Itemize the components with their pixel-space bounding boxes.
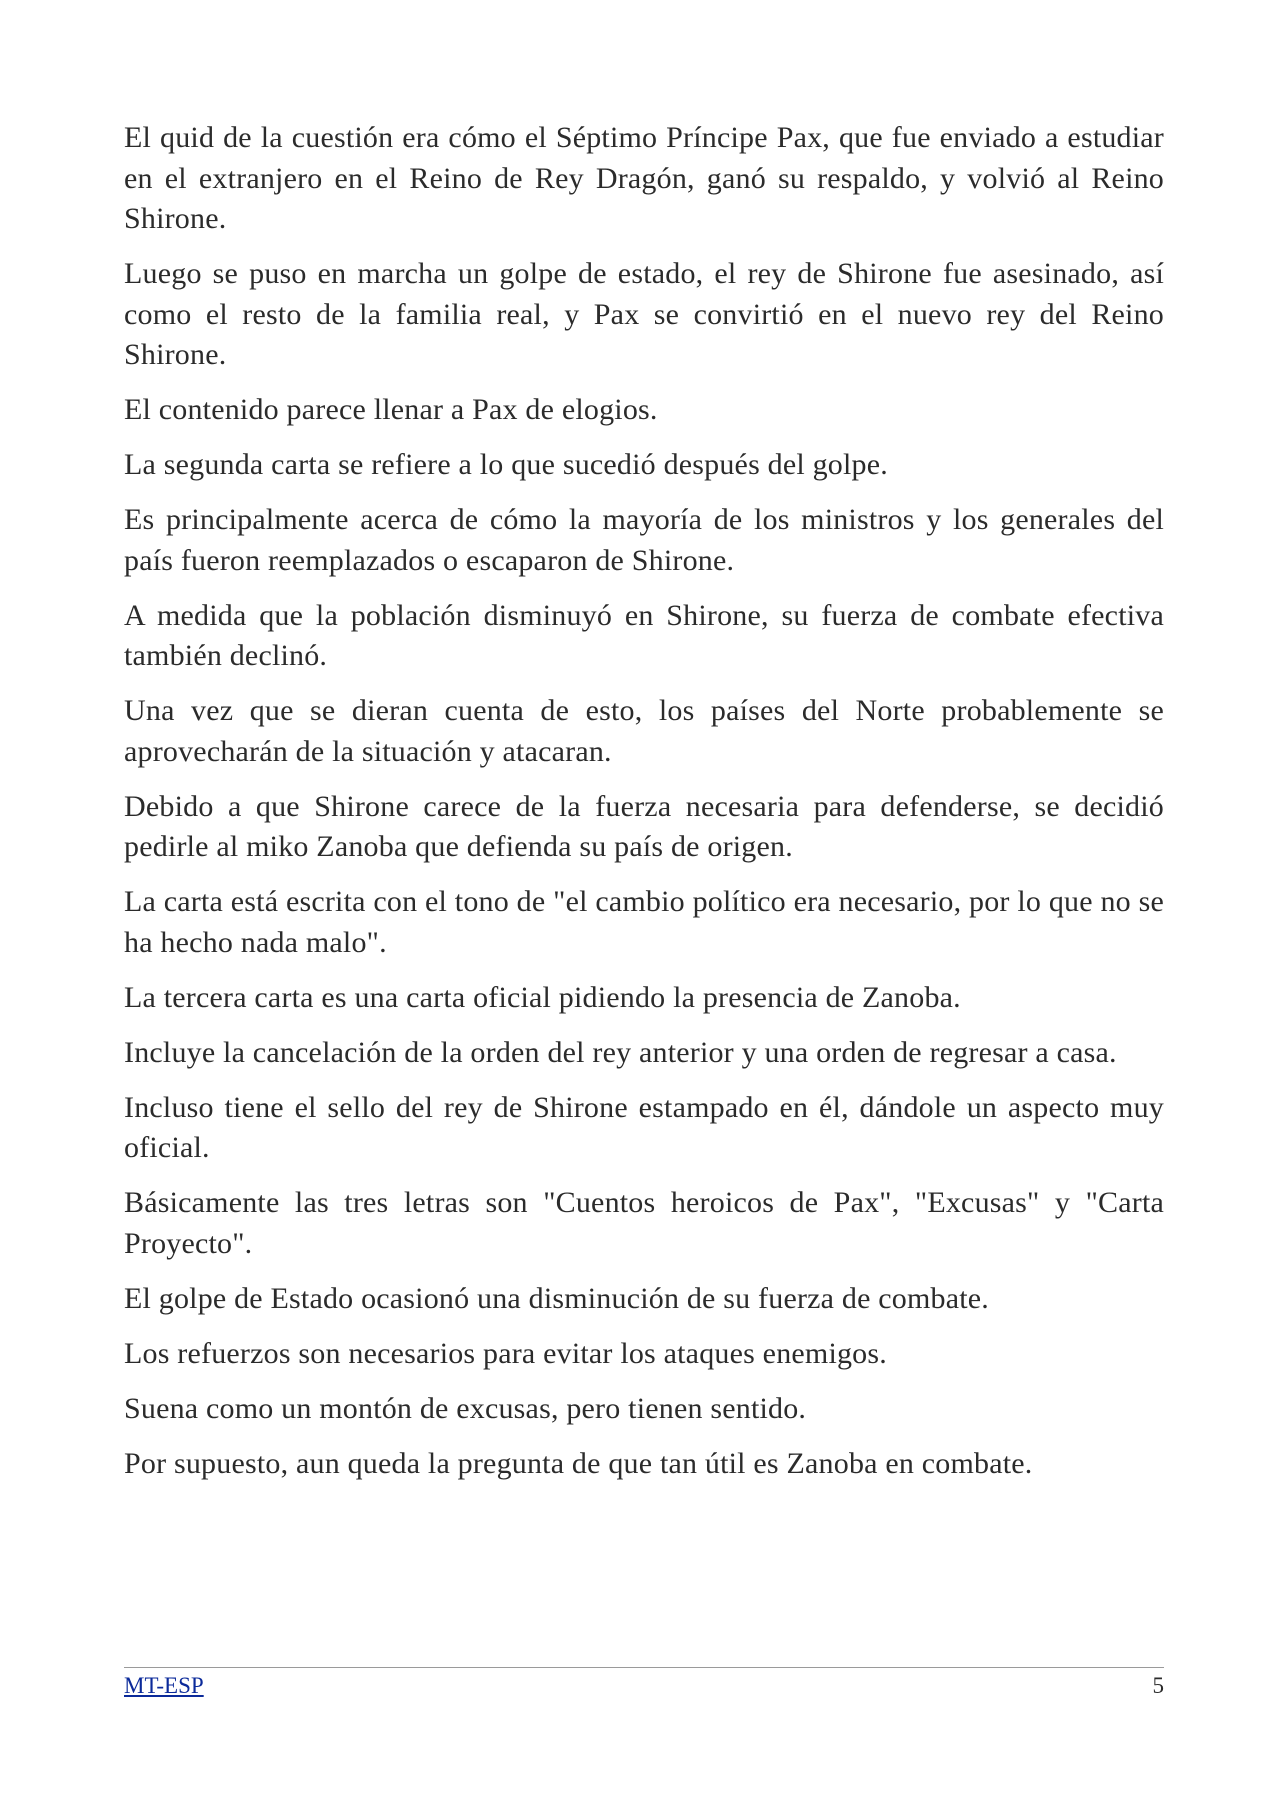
paragraph: Los refuerzos son necesarios para evitar los ataques enemigos.	[124, 1336, 887, 1370]
paragraph: Suena como un montón de excusas, pero tienen sentido.	[124, 1391, 807, 1425]
paragraph: A medida que la población disminuyó en Shirone, su fuerza de combate efectiva también declinó.	[124, 598, 1164, 672]
paragraph: Luego se puso en marcha un golpe de estado, el rey de Shirone fue asesinado, así como el resto de la familia real, y Pax se convirtió en el nuevo rey del Reino Shirone.	[124, 257, 1164, 371]
paragraph: Por supuesto, aun queda la pregunta de que tan útil es Zanoba en combate.	[124, 1446, 1033, 1480]
paragraph: La tercera carta es una carta oficial pidiendo la presencia de Zanoba.	[124, 980, 961, 1014]
paragraph: El contenido parece llenar a Pax de elogios.	[124, 393, 658, 426]
paragraph: La carta está escrita con el tono de "el cambio político era necesario, por lo que no se ha hecho nada malo".	[124, 885, 1164, 959]
page-footer	[124, 1670, 1164, 1702]
footer-divider	[124, 1667, 1164, 1668]
paragraph: El golpe de Estado ocasionó una disminución de su fuerza de combate.	[124, 1281, 990, 1315]
footer-link[interactable]: MT-ESP	[124, 1673, 204, 1698]
paragraph: La segunda carta se refiere a lo que sucedió después del golpe.	[124, 448, 888, 481]
paragraph: Es principalmente acerca de cómo la mayoría de los ministros y los generales del país fueron reemplazados o escaparon de Shirone.	[124, 503, 1164, 577]
paragraph: El quid de la cuestión era cómo el Séptimo Príncipe Pax, que fue enviado a estudiar en el extranjero en el Reino de Rey Dragón, ganó su respaldo, y volvió al Reino Shirone.	[124, 121, 1164, 235]
page-number: 5	[1152, 1673, 1164, 1698]
page-body	[124, 118, 1164, 1499]
paragraph: Incluye la cancelación de la orden del rey anterior y una orden de regresar a casa.	[124, 1035, 1117, 1069]
paragraph: Básicamente las tres letras son "Cuentos heroicos de Pax", "Excusas" y "Carta Proyecto".	[124, 1186, 1164, 1260]
paragraph: Debido a que Shirone carece de la fuerza necesaria para defenderse, se decidió pedirle al miko Zanoba que defienda su país de origen.	[124, 789, 1164, 863]
paragraph: Una vez que se dieran cuenta de esto, los países del Norte probablemente se aprovecharán de la situación y atacaran.	[124, 694, 1164, 768]
paragraph: Incluso tiene el sello del rey de Shirone estampado en él, dándole un aspecto muy oficial.	[124, 1090, 1164, 1164]
